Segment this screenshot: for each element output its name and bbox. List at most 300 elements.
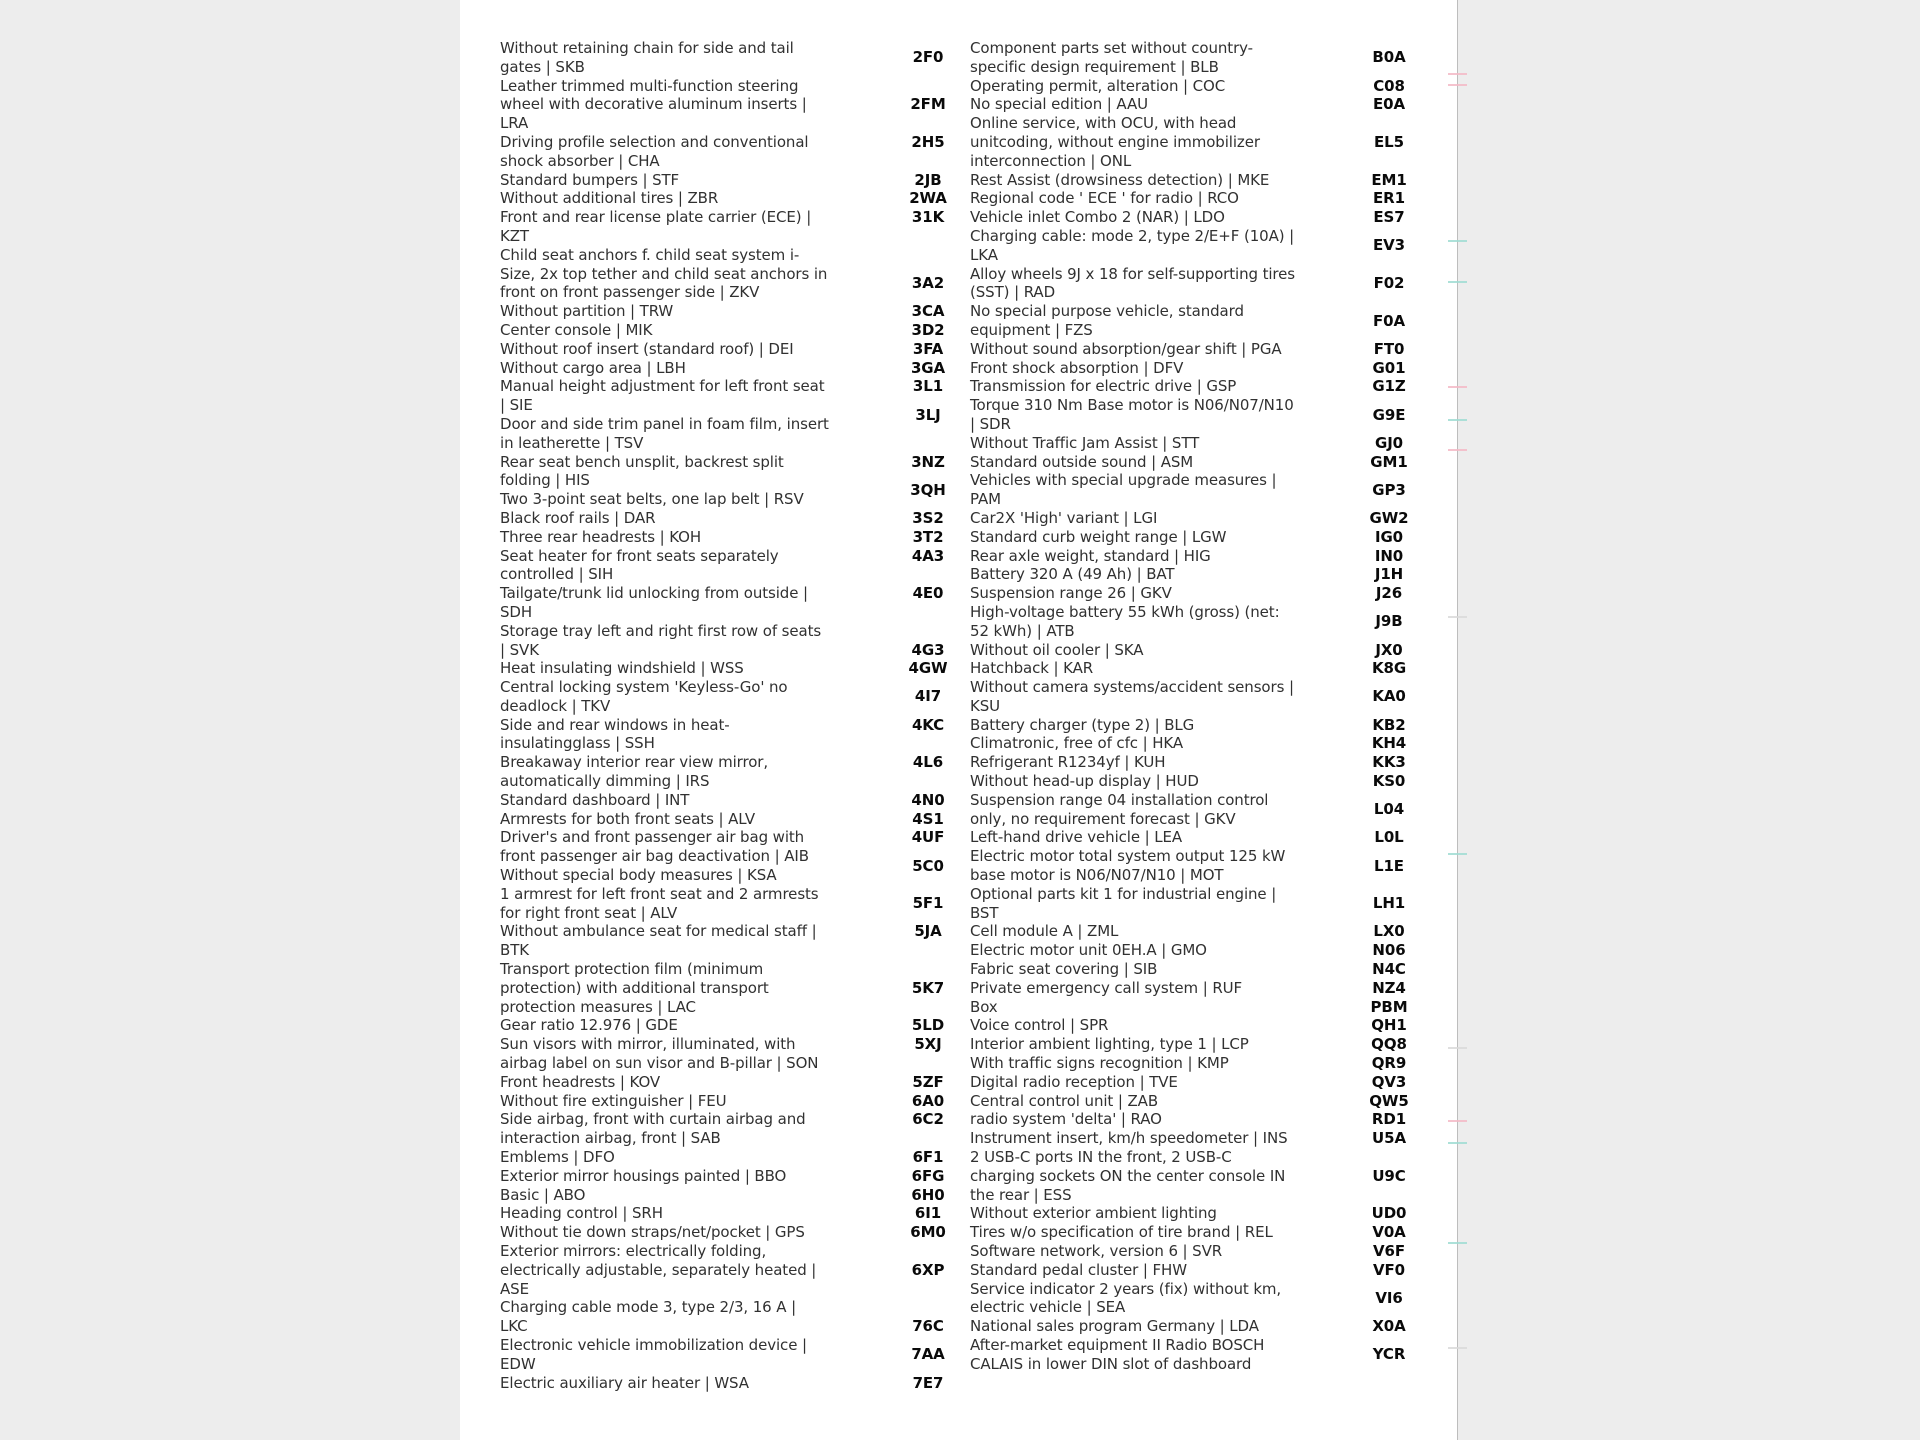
option-description	[970, 359, 1322, 378]
option-description	[970, 1317, 1322, 1336]
equipment-item-line: electrically adjustable, separately heated |	[500, 1260, 817, 1279]
option-code-left	[900, 979, 956, 998]
option-code-left	[900, 734, 956, 753]
option-code-left	[900, 1148, 956, 1204]
option-description	[970, 95, 1322, 114]
option-description	[970, 922, 1322, 941]
option-code-left	[900, 77, 956, 96]
left-description-column	[500, 39, 860, 1392]
family-code: N4C	[1372, 960, 1406, 979]
option-description	[970, 453, 1322, 472]
option-code-left	[900, 227, 956, 265]
option-code: 3FA	[912, 339, 944, 358]
family-code-right	[1354, 998, 1424, 1017]
option-description-line: Tires w/o specification of tire brand | REL	[970, 1223, 1273, 1242]
edge-tick-mark	[1448, 1242, 1467, 1244]
equipment-item-line: Black roof rails | DAR	[500, 508, 656, 527]
edge-tick-mark	[1448, 1142, 1467, 1144]
family-code-right	[1354, 1073, 1424, 1092]
option-code: 5XJ	[914, 1035, 942, 1054]
option-code-left	[900, 265, 956, 303]
option-code-left	[900, 1317, 956, 1336]
option-description	[970, 1148, 1322, 1204]
equipment-item-line: Size, 2x top tether and child seat anchors in	[500, 264, 828, 283]
family-code-right	[1354, 1261, 1424, 1280]
option-code: 6F1	[912, 1148, 944, 1167]
equipment-item-line: Heading control | SRH	[500, 1204, 663, 1223]
option-description-line: Without exterior ambient lighting	[970, 1204, 1217, 1223]
option-code-left	[900, 1054, 956, 1073]
option-code-left	[900, 847, 956, 885]
option-code: 3QH	[910, 480, 946, 499]
option-description-line: | SDR	[970, 414, 1011, 433]
option-description	[970, 1129, 1322, 1148]
table-row	[900, 1129, 1472, 1148]
equipment-item	[500, 716, 860, 754]
option-description-line: Box	[970, 997, 998, 1016]
family-code-right	[1354, 396, 1424, 434]
option-code: 2F0	[912, 48, 944, 67]
family-code-right	[1354, 471, 1424, 509]
table-row	[900, 1092, 1472, 1111]
equipment-item-line: Exterior mirror housings painted | BBO	[500, 1166, 787, 1185]
option-description	[970, 941, 1322, 960]
family-code-right	[1354, 753, 1424, 772]
table-row	[900, 753, 1472, 772]
option-code: 5K7	[911, 978, 945, 997]
option-code: 2WA	[909, 189, 947, 208]
option-code-left	[900, 1110, 956, 1129]
equipment-item-line: Door and side trim panel in foam film, insert	[500, 414, 829, 433]
family-code: GW2	[1369, 508, 1409, 527]
family-code-right	[1354, 1374, 1424, 1393]
option-description-line: Charging cable: mode 2, type 2/E+F (10A) |	[970, 226, 1295, 245]
option-description	[970, 528, 1322, 547]
option-description-line: With traffic signs recognition | KMP	[970, 1054, 1229, 1073]
family-code-right	[1354, 434, 1424, 453]
option-description	[970, 979, 1322, 998]
option-code: 3S2	[912, 508, 944, 527]
option-description	[970, 753, 1322, 772]
option-code-left	[900, 1092, 956, 1111]
equipment-item-line: automatically dimming | IRS	[500, 772, 710, 791]
family-code: FT0	[1373, 339, 1405, 358]
equipment-item-line: front on front passenger side | ZKV	[500, 283, 760, 302]
option-description-line: Central control unit | ZAB	[970, 1091, 1159, 1110]
equipment-item	[500, 133, 860, 171]
equipment-item	[500, 1336, 860, 1374]
equipment-item-line: Heat insulating windshield | WSS	[500, 659, 744, 678]
option-description	[970, 584, 1322, 603]
family-code: ER1	[1373, 189, 1405, 208]
option-description-line: Optional parts kit 1 for industrial engine |	[970, 884, 1277, 903]
equipment-item	[500, 885, 860, 923]
equipment-item-line: Without cargo area | LBH	[500, 358, 686, 377]
option-code: 3D2	[911, 320, 945, 339]
table-row	[900, 998, 1472, 1017]
equipment-item-line: shock absorber | CHA	[500, 151, 660, 170]
family-code: VI6	[1375, 1288, 1403, 1307]
family-code: KH4	[1371, 734, 1407, 753]
family-code-right	[1354, 1223, 1424, 1242]
option-code-left	[900, 509, 956, 528]
option-description-line: BST	[970, 903, 999, 922]
equipment-item-line: Armrests for both front seats | ALV	[500, 809, 756, 828]
table-row	[900, 1204, 1472, 1223]
table-row	[900, 77, 1472, 96]
option-description-line: Software network, version 6 | SVR	[970, 1242, 1223, 1260]
equipment-item-line: Without partition | TRW	[500, 302, 674, 321]
option-code: 6A0	[911, 1091, 945, 1110]
option-description-line: Front shock absorption | DFV	[970, 358, 1184, 377]
table-row	[900, 659, 1472, 678]
option-description	[970, 1092, 1322, 1111]
family-code: G01	[1372, 358, 1406, 377]
option-code: 6FG	[911, 1166, 945, 1185]
equipment-item-line: Electric auxiliary air heater | WSA	[500, 1373, 749, 1392]
option-description	[970, 678, 1322, 716]
equipment-item-line: Standard bumpers | STF	[500, 170, 680, 189]
family-code-right	[1354, 641, 1424, 660]
equipment-item	[500, 584, 860, 622]
equipment-item-line: Emblems | DFO	[500, 1148, 615, 1167]
family-code: IN0	[1374, 546, 1404, 565]
option-code-left	[900, 1374, 956, 1393]
option-description	[970, 189, 1322, 208]
option-code-left	[900, 603, 956, 641]
table-row	[900, 847, 1472, 885]
family-code-right	[1354, 603, 1424, 641]
equipment-item-line: BTK	[500, 941, 529, 960]
option-description	[970, 716, 1322, 735]
option-description	[970, 565, 1322, 584]
family-code: QQ8	[1371, 1035, 1407, 1054]
family-code: KS0	[1372, 772, 1406, 791]
option-description	[970, 603, 1322, 641]
table-row	[900, 208, 1472, 227]
option-description-line: Service indicator 2 years (fix) without km,	[970, 1279, 1282, 1298]
equipment-item-line: for right front seat | ALV	[500, 903, 678, 922]
family-code-right	[1354, 828, 1424, 847]
option-code: 4S1	[912, 809, 944, 828]
option-code-left	[900, 772, 956, 791]
equipment-item-line: KZT	[500, 226, 529, 245]
equipment-item-line: Gear ratio 12.976 | GDE	[500, 1016, 678, 1035]
family-code-right	[1354, 1054, 1424, 1073]
equipment-item-line: ASE	[500, 1279, 529, 1298]
option-description-line: interconnection | ONL	[970, 151, 1132, 170]
option-description-line: Standard curb weight range | LGW	[970, 527, 1227, 546]
equipment-item	[500, 509, 860, 528]
equipment-item	[500, 246, 860, 302]
family-code-right	[1354, 227, 1424, 265]
family-code: EM1	[1371, 170, 1407, 189]
edge-tick-mark	[1448, 1347, 1467, 1349]
equipment-item-line: controlled | SIH	[500, 565, 614, 584]
family-code: K8G	[1371, 659, 1407, 678]
option-code: 4N0	[911, 790, 945, 809]
option-code: 5ZF	[912, 1072, 944, 1091]
option-code: 31K	[911, 208, 945, 227]
equipment-item-line: gates | SKB	[500, 57, 585, 76]
family-code-right	[1354, 453, 1424, 472]
family-code: B0A	[1372, 48, 1406, 67]
option-code-left	[900, 377, 956, 396]
option-description-line: Without sound absorption/gear shift | PGA	[970, 339, 1282, 358]
option-description	[970, 847, 1322, 885]
family-code-right	[1354, 39, 1424, 77]
edge-tick-mark	[1448, 1120, 1467, 1122]
option-description-line: Without head-up display | HUD	[970, 772, 1199, 791]
option-code-left	[900, 885, 956, 923]
family-code-right	[1354, 1016, 1424, 1035]
option-description	[970, 1261, 1322, 1280]
edge-tick-mark	[1448, 449, 1467, 451]
option-description-line: Operating permit, alteration | COC	[970, 76, 1226, 95]
option-code: 4GW	[908, 659, 948, 678]
option-code-left	[900, 1073, 956, 1092]
equipment-item	[500, 1242, 860, 1298]
table-row	[900, 1035, 1472, 1054]
family-code: N06	[1372, 941, 1406, 960]
equipment-item	[500, 810, 860, 829]
family-code: LX0	[1373, 922, 1405, 941]
option-description-line: 2 USB-C ports IN the front, 2 USB-C	[970, 1148, 1232, 1167]
family-code-right	[1354, 95, 1424, 114]
option-description-line: Without camera systems/accident sensors |	[970, 678, 1294, 697]
option-code-left	[900, 1280, 956, 1318]
option-description-line: Standard outside sound | ASM	[970, 452, 1194, 471]
equipment-item-line: protection) with additional transport	[500, 978, 769, 997]
family-code: PBM	[1370, 997, 1408, 1016]
equipment-item-line: Driving profile selection and conventional	[500, 132, 809, 151]
option-description-line: only, no requirement forecast | GKV	[970, 809, 1236, 828]
option-code: 3A2	[911, 273, 945, 292]
family-code: QV3	[1371, 1072, 1407, 1091]
family-code-right	[1354, 1336, 1424, 1374]
equipment-item-line: Breakaway interior rear view mirror,	[500, 753, 769, 772]
table-row	[900, 95, 1472, 114]
option-description-line: Left-hand drive vehicle | LEA	[970, 828, 1183, 847]
option-code-left	[900, 359, 956, 378]
family-code: J9B	[1375, 612, 1403, 631]
table-row	[900, 885, 1472, 923]
table-row	[900, 359, 1472, 378]
option-code-left	[900, 114, 956, 170]
option-description-line: Regional code ' ECE ' for radio | RCO	[970, 189, 1239, 208]
family-code-right	[1354, 922, 1424, 941]
equipment-item-line: Two 3-point seat belts, one lap belt | RSV	[500, 490, 804, 509]
family-code: LH1	[1372, 894, 1406, 913]
equipment-item-line: Storage tray left and right first row of seats	[500, 621, 822, 640]
family-code: QH1	[1371, 1016, 1407, 1035]
option-description-line: Suspension range 04 installation control	[970, 790, 1269, 809]
family-code: GM1	[1370, 452, 1408, 471]
equipment-item-line: Basic | ABO	[500, 1185, 586, 1204]
equipment-item-line: airbag label on sun visor and B-pillar | SON	[500, 1054, 819, 1073]
option-code-left	[900, 1016, 956, 1035]
equipment-item-line: Central locking system 'Keyless-Go' no	[500, 678, 788, 697]
option-description	[970, 265, 1322, 303]
option-description-line: After-market equipment II Radio BOSCH	[970, 1335, 1265, 1354]
option-description	[970, 960, 1322, 979]
equipment-item-line: Standard dashboard | INT	[500, 790, 690, 809]
option-code-left	[900, 753, 956, 772]
table-row	[900, 1317, 1472, 1336]
option-code: 5F1	[912, 894, 944, 913]
table-row	[900, 434, 1472, 453]
equipment-item-line: | SVK	[500, 640, 539, 659]
option-description-line: Hatchback | KAR	[970, 659, 1094, 678]
equipment-item-line: Seat heater for front seats separately	[500, 546, 779, 565]
option-description	[970, 1035, 1322, 1054]
family-code: GP3	[1372, 480, 1406, 499]
equipment-item	[500, 39, 860, 77]
option-description-line: Cell module A | ZML	[970, 922, 1119, 941]
equipment-item	[500, 753, 860, 791]
equipment-item	[500, 659, 860, 678]
family-code: GJ0	[1374, 433, 1404, 452]
family-code: KA0	[1372, 687, 1406, 706]
option-description	[970, 772, 1322, 791]
edge-tick-mark	[1448, 386, 1467, 388]
family-code: YCR	[1372, 1345, 1406, 1364]
family-code: KB2	[1372, 715, 1406, 734]
equipment-item-line: | SIE	[500, 396, 533, 415]
equipment-item	[500, 359, 860, 378]
family-code: NZ4	[1372, 978, 1406, 997]
option-description-line: the rear | ESS	[970, 1185, 1072, 1204]
table-row	[900, 377, 1472, 396]
family-code-right	[1354, 1110, 1424, 1129]
edge-tick-mark	[1448, 73, 1467, 75]
equipment-item	[500, 1298, 860, 1336]
option-description	[970, 340, 1322, 359]
option-description-line: Refrigerant R1234yf | KUH	[970, 753, 1166, 772]
equipment-item-line: wheel with decorative aluminum inserts |	[500, 95, 807, 114]
equipment-item-line: Side and rear windows in heat-	[500, 715, 730, 734]
option-code-left	[900, 584, 956, 603]
option-description-line: Digital radio reception | TVE	[970, 1072, 1178, 1091]
option-description	[970, 547, 1322, 566]
family-code-right	[1354, 77, 1424, 96]
option-code-left	[900, 941, 956, 960]
table-row	[900, 453, 1472, 472]
family-code-right	[1354, 659, 1424, 678]
table-row	[900, 603, 1472, 641]
equipment-item	[500, 1035, 860, 1073]
option-description-line: Voice control | SPR	[970, 1016, 1109, 1035]
option-code-left	[900, 828, 956, 847]
family-code: QR9	[1371, 1054, 1407, 1073]
edge-tick-mark	[1448, 853, 1467, 855]
option-description-line: KSU	[970, 696, 1001, 715]
table-row	[900, 39, 1472, 77]
equipment-item-line: 1 armrest for left front seat and 2 armrests	[500, 884, 819, 903]
option-code: 5C0	[912, 856, 944, 875]
option-description-line: specific design requirement | BLB	[970, 57, 1219, 76]
equipment-item	[500, 528, 860, 547]
edge-tick-mark	[1448, 240, 1467, 242]
equipment-item-line: Without retaining chain for side and tail	[500, 39, 794, 57]
option-code-left	[900, 1223, 956, 1242]
table-row	[900, 791, 1472, 829]
equipment-item	[500, 189, 860, 208]
equipment-item-line: deadlock | TKV	[500, 696, 611, 715]
equipment-item	[500, 678, 860, 716]
option-description	[970, 1110, 1322, 1129]
option-description	[970, 1073, 1322, 1092]
equipment-item-line: Tailgate/trunk lid unlocking from outside |	[500, 584, 808, 603]
option-description-line: Vehicle inlet Combo 2 (NAR) | LDO	[970, 208, 1225, 227]
equipment-item	[500, 1204, 860, 1223]
equipment-item-line: Without fire extinguisher | FEU	[500, 1091, 727, 1110]
option-description	[970, 791, 1322, 829]
option-description-line: Battery charger (type 2) | BLG	[970, 715, 1195, 734]
family-code-right	[1354, 509, 1424, 528]
option-description-line: Suspension range 26 | GKV	[970, 584, 1172, 603]
option-description-line: 52 kWh) | ATB	[970, 621, 1075, 640]
family-code: VF0	[1373, 1260, 1405, 1279]
table-row	[900, 1148, 1472, 1204]
edge-tick-mark	[1448, 419, 1467, 421]
table-row	[900, 979, 1472, 998]
family-code: L0L	[1374, 828, 1404, 847]
family-code-right	[1354, 302, 1424, 340]
family-code-right	[1354, 979, 1424, 998]
option-code: 4L6	[912, 753, 944, 772]
option-description	[970, 1336, 1322, 1374]
option-code: 5LD	[911, 1016, 945, 1035]
table-row	[900, 471, 1472, 509]
equipment-item-line: Three rear headrests | KOH	[500, 527, 702, 546]
option-description-line: CALAIS in lower DIN slot of dashboard	[970, 1354, 1252, 1373]
option-description	[970, 396, 1322, 434]
equipment-item-line: LKC	[500, 1317, 528, 1336]
option-code-left	[900, 1204, 956, 1223]
equipment-item	[500, 866, 860, 885]
table-row	[900, 396, 1472, 434]
family-code-right	[1354, 716, 1424, 735]
option-description-line: Private emergency call system | RUF	[970, 978, 1243, 997]
table-row	[900, 772, 1472, 791]
equipment-item	[500, 1167, 860, 1186]
equipment-item-line: Side airbag, front with curtain airbag and	[500, 1110, 806, 1129]
option-description-line: National sales program Germany | LDA	[970, 1317, 1259, 1336]
option-code-left	[900, 528, 956, 547]
option-code-left	[900, 95, 956, 114]
option-code-left	[900, 208, 956, 227]
equipment-item-line: Without tie down straps/net/pocket | GPS	[500, 1223, 805, 1242]
equipment-item	[500, 490, 860, 509]
equipment-item-line: folding | HIS	[500, 471, 590, 490]
table-row	[900, 1016, 1472, 1035]
family-code-right	[1354, 359, 1424, 378]
option-description	[970, 77, 1322, 96]
equipment-item-line: Charging cable mode 3, type 2/3, 16 A |	[500, 1298, 797, 1317]
table-row	[900, 1280, 1472, 1318]
option-code-left	[900, 547, 956, 566]
table-row	[900, 547, 1472, 566]
family-code-right	[1354, 528, 1424, 547]
option-description	[970, 641, 1322, 660]
table-row	[900, 565, 1472, 584]
equipment-item-line: Transport protection film (minimum	[500, 960, 764, 979]
equipment-item-line: front passenger air bag deactivation | AIB	[500, 847, 809, 866]
table-row	[900, 1374, 1472, 1393]
option-description-line: Online service, with OCU, with head	[970, 114, 1237, 133]
family-code-right	[1354, 1280, 1424, 1318]
